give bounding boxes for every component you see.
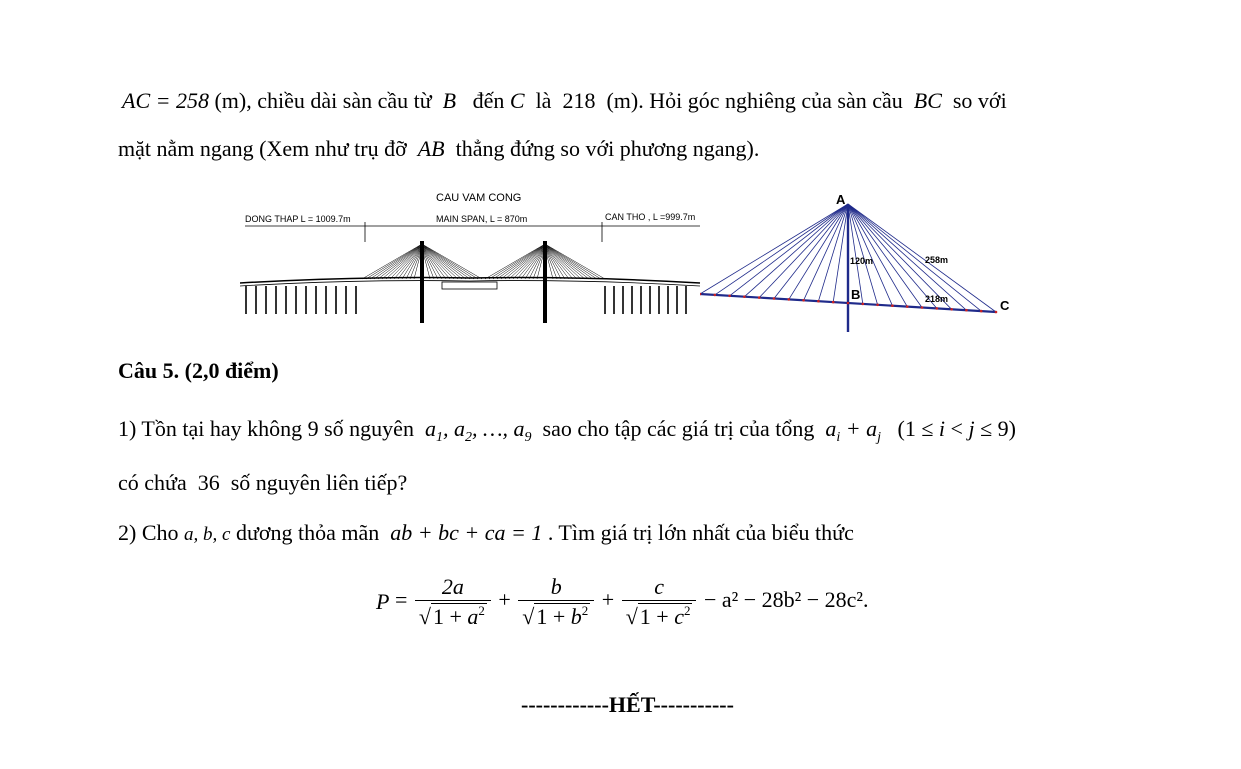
main-span-label: MAIN SPAN, L = 870m [436,214,528,224]
index-condition: (1 ≤ i < j ≤ 9) [897,416,1016,441]
left-span-label: DONG THAP L = 1009.7m [245,214,351,224]
segment-bc: BC [913,88,942,113]
text-segment: dương thỏa mãn [235,520,380,545]
text-segment: so với [952,88,1007,113]
label-b: B [851,287,861,302]
text-segment: . Tìm giá trị lớn nhất của biểu thức [547,520,854,545]
question-2-line [118,520,854,546]
fraction-c: $\frac{c}{√1 + c^2}$ [622,574,697,630]
right-span-label: CAN THO , L =999.7m [605,212,696,222]
formula-p: P = $\frac{2a}{√1 + a^2}$ + $\frac{b}{√1 + b^2}$ + $\frac{c}{√1 + c^2}$ − a² − 28b² − 28c². [376,574,869,629]
text-segment: đến [472,88,505,113]
text-segment: thẳng đứng so với phương ngang). [455,136,760,161]
label-a: A [836,192,846,207]
cable-stay-triangle-figure [700,190,1020,335]
question-5-title: Câu 5. (2,0 điểm) [118,358,279,383]
formula-tail: − a² − 28b² − 28c². [703,587,869,613]
segment-ab: AB [417,136,445,161]
fraction-b: $\frac{b}{√1 + b^2}$ [518,574,594,630]
end-marker: ------------HẾT----------- [521,692,734,717]
text-segment: 1) Tồn tại hay không 9 số nguyên [118,416,414,441]
point-b: B [442,88,457,113]
text-segment: là [535,88,552,113]
text-segment: sao cho tập các giá trị của tổng [542,416,815,441]
sequence-a1-a9: $a_1$, $a_2$, …, $a_9$ [424,416,532,445]
problem-line-1 [122,88,1007,114]
constraint-equation: ab + bc + ca = 1 [390,520,543,545]
sum-ai-aj: $a_i + a_j$ [825,416,881,445]
problem-line-2 [118,136,759,162]
text-segment: số nguyên liên tiếp? [230,470,408,495]
variables-abc: a, b, c [184,524,231,545]
text-segment: có chứa [118,470,187,495]
label-ac-length: 258m [925,255,949,265]
bridge-elevation-figure [240,186,702,328]
fraction-2a: $\frac{2a}{√1 + a^2}$ [415,574,491,630]
text-segment: 2) Cho [118,520,179,545]
label-bc-length: 218m [925,294,949,304]
question-1-line-2 [118,470,407,496]
text-segment: (m), chiều dài sàn cầu từ [214,88,432,113]
question-1-line-1 [118,416,1016,446]
label-c: C [1000,298,1010,313]
bridge-title: CAU VAM CONG [436,192,522,204]
text-segment: mặt nằm ngang (Xem như trụ đỡ [118,136,407,161]
ac-equation: AC = 258 [122,88,209,113]
label-ab-length: 120m [850,256,874,266]
text-segment: (m). Hỏi góc nghiêng của sàn cầu [606,88,903,113]
number-36: 36 [197,470,220,495]
point-c: C [509,88,525,113]
number-218: 218 [562,88,596,113]
